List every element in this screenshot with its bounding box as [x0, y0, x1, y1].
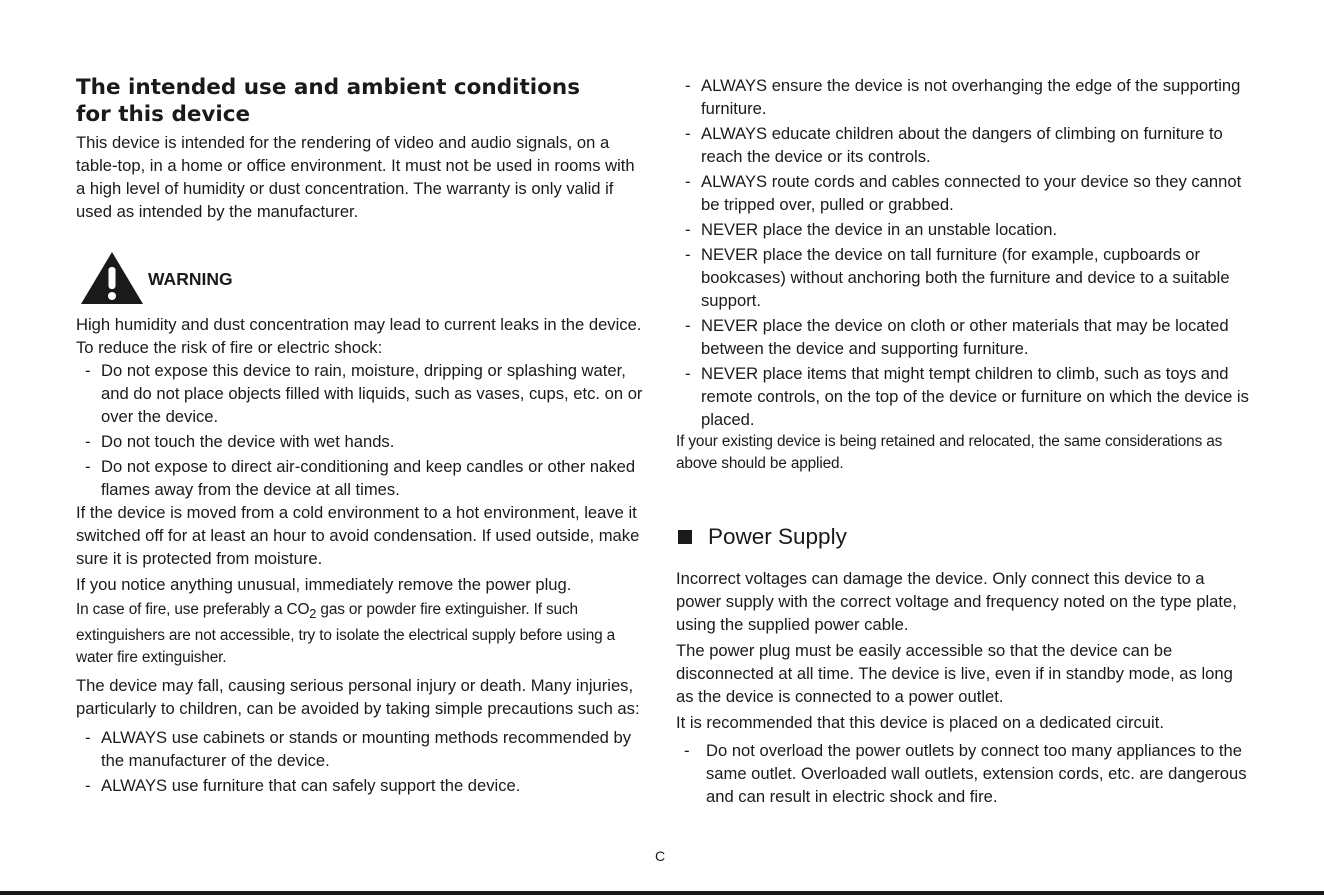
list-item: - ALWAYS ensure the device is not overhanging the edge of the supporting furniture.	[685, 76, 1241, 118]
heading-line-1: The intended use and ambient conditions	[76, 75, 581, 100]
page-heading	[76, 74, 648, 128]
list-item: - Do not expose to direct air-conditioning and keep candles or other naked flames away from the device at all times.	[85, 457, 636, 499]
heading-line-2: for this device	[76, 102, 251, 127]
list-item: - Do not overload the power outlets by connect too many appliances to the same outlet. Overloaded wall outlets, extension cords, etc. are dangerous and can result in electric shock and fire.	[684, 741, 1247, 806]
list-item: - ALWAYS route cords and cables connected to your device so they cannot be tripped over, pulled or grabbed.	[685, 172, 1242, 214]
square-bullet-icon	[678, 530, 692, 544]
list-item: - NEVER place items that might tempt children to climb, such as toys and remote controls, on the top of the device or furniture on which the device is placed.	[685, 364, 1249, 429]
list-item: - NEVER place the device in an unstable location.	[685, 220, 1058, 239]
fall-list-right	[676, 74, 1252, 431]
warning-list	[76, 359, 648, 501]
fall-paragraph: The device may fall, causing serious personal injury or death. Many injuries, particularly to children, can be avoided by taking simple precautions such as:	[76, 676, 640, 719]
relocated-paragraph: If your existing device is being retained and relocated, the same considerations as above should be applied.	[676, 433, 1223, 472]
co2-subscript: 2	[309, 606, 317, 622]
warning-triangle-icon	[76, 251, 144, 305]
power-paragraph-2: The power plug must be easily accessible so that the device can be disconnected at all time. The device is live, even if in standby mode, as long as the device is connected to a power outlet.	[676, 641, 1233, 706]
list-item: - Do not touch the device with wet hands.	[85, 432, 395, 451]
power-paragraph-3: It is recommended that this device is placed on a dedicated circuit.	[676, 713, 1164, 732]
right-column-lower	[676, 522, 1252, 808]
warning-header	[76, 251, 648, 305]
list-item: - ALWAYS educate children about the dangers of climbing on furniture to reach the device or its controls.	[685, 124, 1223, 166]
warning-text: High humidity and dust concentration may lead to current leaks in the device. To reduce the risk of fire or electric shock:	[76, 315, 642, 357]
list-item: - ALWAYS use furniture that can safely support the device.	[85, 776, 521, 796]
list-item: - NEVER place the device on tall furniture (for example, cupboards or bookcases) without anchoring both the furniture and device to a suitable support.	[685, 245, 1230, 310]
unusual-paragraph: If you notice anything unusual, immediately remove the power plug.	[76, 575, 572, 594]
list-item: - ALWAYS use cabinets or stands or mounting methods recommended by the manufacturer of the device.	[85, 728, 632, 771]
list-item: - NEVER place the device on cloth or other materials that may be located between the device and supporting furniture.	[685, 316, 1229, 358]
fire-paragraph: In case of fire, use preferably a $CO_2$ gas or powder fire extinguisher. If such extinguishers are not accessible, try to isolate the electrical supply before using a water fire extinguisher.	[76, 601, 616, 667]
page-marker: C	[655, 848, 666, 864]
fall-list-left	[76, 726, 648, 797]
cold-environment-paragraph: If the device is moved from a cold environment to a hot environment, leave it switched off for at least an hour to avoid condensation. If used outside, make sure it is protected from moisture.	[76, 503, 640, 568]
intro-paragraph: This device is intended for the rendering of video and audio signals, on a table-top, in a home or office environment. It must not be used in rooms with a high level of humidity or dust concentration. The warranty is only valid if used as intended by the manufacturer.	[76, 133, 635, 221]
list-item: - Do not expose this device to rain, moisture, dripping or splashing water, and do not place objects filled with liquids, such as vases, cups, etc. on or over the device.	[85, 361, 643, 426]
warning-label: WARNING	[148, 269, 233, 289]
bottom-rule	[0, 891, 1324, 895]
right-column-upper	[676, 74, 1252, 475]
left-column	[76, 74, 648, 797]
power-supply-title: Power Supply	[708, 524, 847, 549]
power-paragraph-1: Incorrect voltages can damage the device. Only connect this device to a power supply with the correct voltage and frequency noted on the type plate, using the supplied power cable.	[676, 569, 1237, 634]
power-supply-heading	[676, 522, 1252, 552]
power-list	[676, 739, 1252, 808]
